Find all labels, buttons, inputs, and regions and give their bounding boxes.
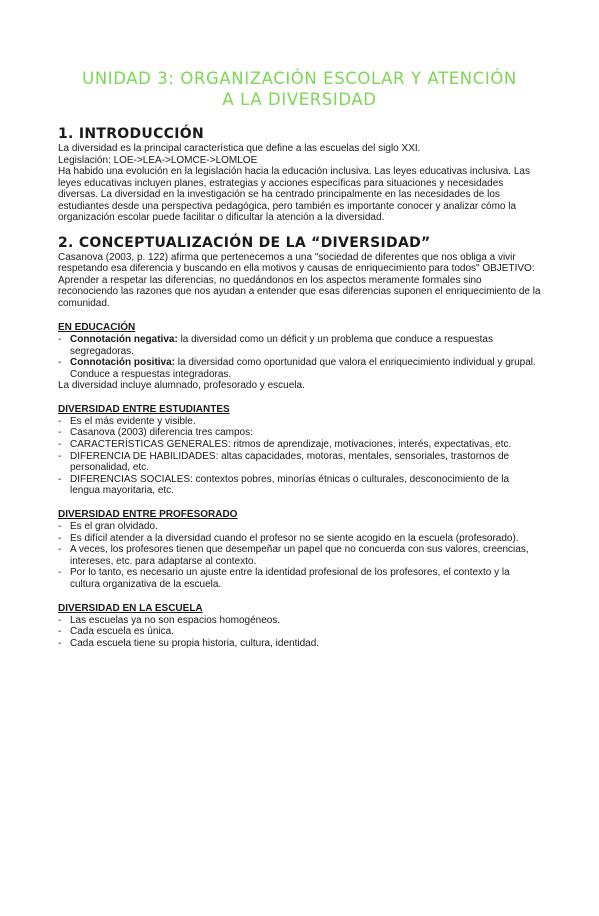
list-item: - Cada escuela es única. bbox=[58, 626, 541, 638]
list-item-text: la diversidad como un déficit y un problema que conduce a respuestas segregadoras. bbox=[70, 334, 493, 357]
list-item: - Es el más evidente y visible. bbox=[58, 416, 541, 428]
list-item: - A veces, los profesores tienen que desempeñar un papel que no concuerda con sus valores, creencias, intereses, etc. para adaptarse al contexto. bbox=[58, 544, 541, 567]
section-heading-conceptualization: 2. CONCEPTUALIZACIÓN DE LA “DIVERSIDAD” bbox=[58, 234, 431, 251]
list-item bbox=[58, 334, 541, 357]
list-item: - Por lo tanto, es necesario un ajuste entre la identidad profesional de los profesores, el contexto y la cultura organizativa de la escuela. bbox=[58, 567, 541, 590]
teachers-list bbox=[58, 521, 541, 591]
school-list bbox=[58, 615, 541, 650]
education-list bbox=[58, 334, 541, 380]
students-list bbox=[58, 416, 541, 497]
list-item: - Es el gran olvidado. bbox=[58, 521, 541, 533]
list-item: - Las escuelas ya no son espacios homogéneos. bbox=[58, 615, 541, 627]
list-item: - DIFERENCIA DE HABILIDADES: altas capacidades, motoras, mentales, sensoriales, trastornos de personalidad, etc. bbox=[58, 451, 541, 474]
subheading-education: EN EDUCACIÓN bbox=[58, 322, 136, 333]
list-item-bold: Connotación positiva: bbox=[70, 357, 175, 369]
concept-paragraph: Casanova (2003, p. 122) afirma que pertenecemos a una "sociedad de diferentes que nos obliga a vivir respetando esa diferencia y buscando en ella motivos y causas de enriquecimiento para todos" OBJETIVO: Aprender a respetar las diferencias, no quedándonos en los aspectos meramente formales sino reconociendo las razones que nos ayudan a entender que esas diferencias suponen el enriquecimiento de la comunidad. bbox=[58, 251, 541, 309]
intro-line-1: La diversidad es la principal característica que define a las escuelas del siglo XXI. bbox=[58, 143, 421, 154]
subheading-school: DIVERSIDAD EN LA ESCUELA bbox=[58, 602, 203, 614]
section-heading-introduction: 1. INTRODUCCIÓN bbox=[58, 126, 204, 142]
education-closing: La diversidad incluye alumnado, profesorado y escuela. bbox=[58, 380, 305, 392]
list-item: - Es difícil atender a la diversidad cuando el profesor no se siente acogido en la escuela (profesorado). bbox=[58, 533, 541, 545]
intro-line-2: Legislación: LOE->LEA->LOMCE->LOMLOE bbox=[58, 154, 258, 166]
subheading-teachers: DIVERSIDAD ENTRE PROFESORADO bbox=[58, 509, 238, 521]
list-item-text: la diversidad como oportunidad que valora el enriquecimiento individual y grupal. Conduce a respuestas integradoras. bbox=[70, 357, 536, 380]
list-item: - CARACTERÍSTICAS GENERALES: ritmos de aprendizaje, motivaciones, interés, expectativas, etc. bbox=[58, 439, 541, 451]
document-page bbox=[0, 68, 599, 916]
list-item bbox=[58, 357, 541, 380]
document-title: UNIDAD 3: ORGANIZACIÓN ESCOLAR Y ATENCIÓN A LA DIVERSIDAD bbox=[82, 69, 517, 109]
list-item-bold: Connotación negativa: bbox=[70, 334, 178, 345]
list-item: - Cada escuela tiene su propia historia, cultura, identidad. bbox=[58, 638, 541, 650]
intro-paragraph: Ha habido una evolución en la legislación hacia la educación inclusiva. Las leyes educativas inclusiva. Las leyes educativas incluyen planes, estrategias y acciones específicas para situaciones y necesidades diversas. La diversidad en la investigación se ha centrado principalmente en las necesidades de los estudiantes desde una perspectiva pedagógica, pero también es importante conocer y analizar cómo la organización escolar puede facilitar o dificultar la atención a la diversidad. bbox=[58, 166, 530, 223]
list-item: - Casanova (2003) diferencia tres campos: bbox=[58, 427, 541, 439]
subheading-students: DIVERSIDAD ENTRE ESTUDIANTES bbox=[58, 403, 230, 415]
list-item: - DIFERENCIAS SOCIALES: contextos pobres, minorías étnicas o culturales, desconocimiento de la lengua mayoritaria, etc. bbox=[58, 474, 541, 497]
